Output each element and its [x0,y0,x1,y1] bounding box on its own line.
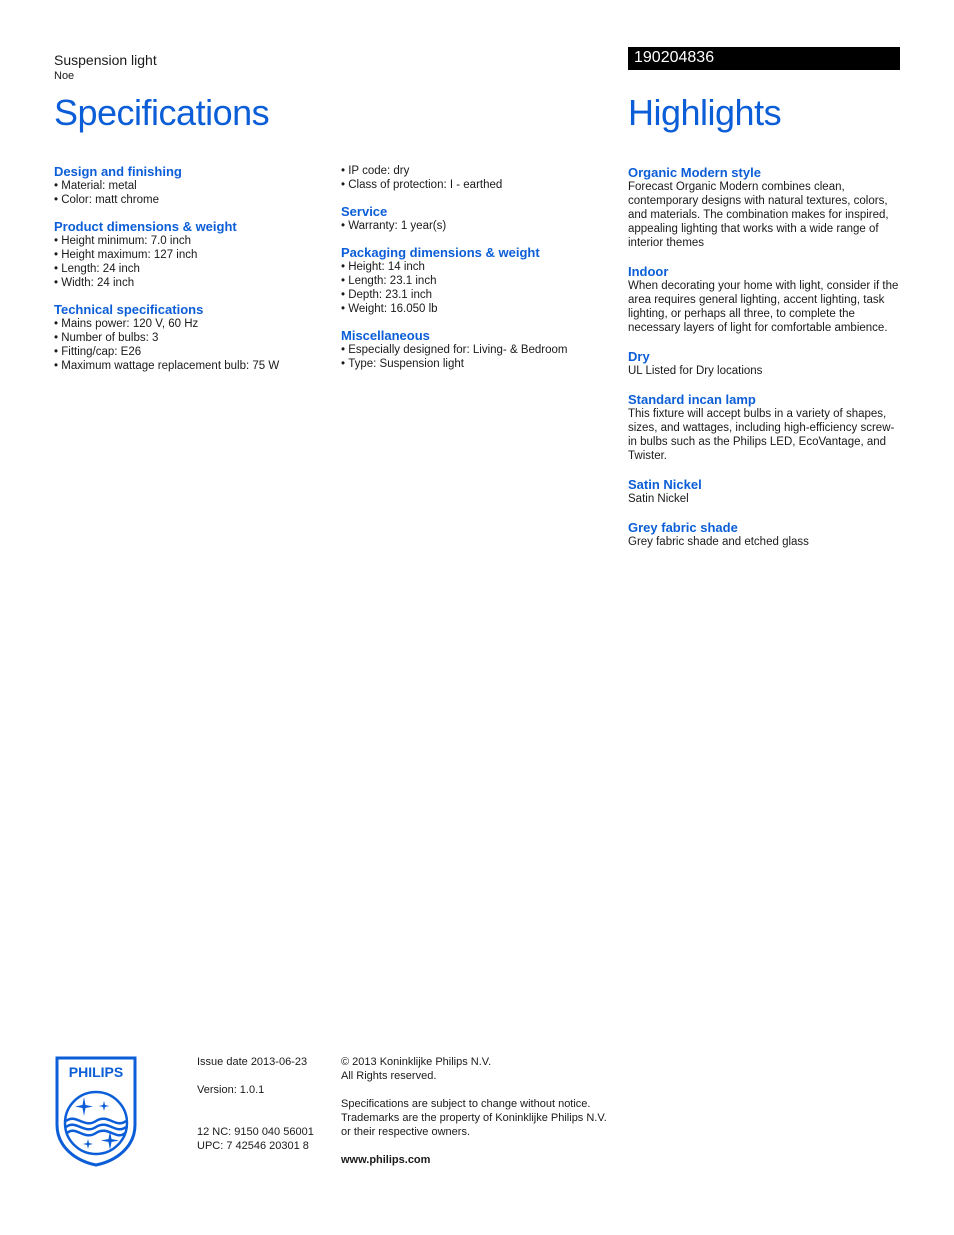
highlight-text: When decorating your home with light, consider if the area requires general lighting, accent lighting, task lighting, or perhaps all three, to complete the necessary layers of light for comfortable ambience. [628,280,899,334]
highlight-text: Forecast Organic Modern combines clean, contemporary designs with natural textures, colors, and materials. The combination makes for inspired, appealing lighting that works with a wide range of interior themes [628,181,889,249]
spec-item: • Height minimum: 7.0 inch [54,234,334,248]
spec-section-title: Technical specifications [54,302,204,317]
spec-section-continued [341,164,621,192]
spec-section-title: Miscellaneous [341,328,430,343]
spec-item: • Mains power: 120 V, 60 Hz [54,317,334,331]
highlight-text: Satin Nickel [628,493,689,505]
specs-column-1 [54,164,334,385]
highlight-title: Indoor [628,264,669,279]
highlight-text: UL Listed for Dry locations [628,365,763,377]
spec-item: • Depth: 23.1 inch [341,288,621,302]
philips-logo [54,1055,138,1167]
spec-item: • Length: 23.1 inch [341,274,621,288]
spec-section-product-dimensions [54,219,334,290]
spec-item: • Weight: 16.050 lb [341,302,621,316]
product-code-box: 190204836 [628,47,900,70]
notice-line-1: Specifications are subject to change without notice. [341,1098,591,1110]
product-type: Suspension light [54,52,157,68]
product-name: Noe [54,70,75,82]
highlight-text: Grey fabric shade and etched glass [628,536,809,548]
highlight-organic-modern [628,165,900,250]
philips-shield-icon [54,1055,138,1167]
spec-item: • Color: matt chrome [54,193,334,207]
spec-item: • Material: metal [54,179,334,193]
spec-section-service [341,204,621,233]
spec-section-miscellaneous [341,328,621,371]
notice-line-3: or their respective owners. [341,1126,470,1138]
spec-item: • Width: 24 inch [54,276,334,290]
spec-section-technical [54,302,334,373]
highlights-title: Highlights [628,92,782,133]
highlight-standard-incan [628,392,900,463]
spec-section-title: Service [341,204,388,219]
spec-item: • Type: Suspension light [341,357,621,371]
copyright: © 2013 Koninklijke Philips N.V. [341,1056,492,1068]
rights: All Rights reserved. [341,1070,437,1082]
website-link[interactable]: www.philips.com [341,1154,431,1166]
highlight-grey-fabric [628,520,900,549]
logo-wordmark: PHILIPS [68,1064,124,1080]
spec-item: • Class of protection: I - earthed [341,178,621,192]
spec-section-packaging [341,245,621,316]
highlight-text: This fixture will accept bulbs in a variety of shapes, sizes, and wattages, including high-efficiency screw-in bulbs such as the Philips LED, EcoVantage, and Twister. [628,408,895,462]
spec-item: • Height maximum: 127 inch [54,248,334,262]
highlight-title: Dry [628,349,650,364]
spec-item: • Fitting/cap: E26 [54,345,334,359]
spec-section-design [54,164,334,207]
spec-item: • IP code: dry [341,164,621,178]
specifications-title: Specifications [54,92,270,133]
highlights-column [628,165,900,563]
notice-line-2: Trademarks are the property of Koninklijke Philips N.V. [341,1112,607,1124]
spec-section-title: Design and finishing [54,164,182,179]
issue-date: Issue date 2013-06-23 [197,1056,308,1068]
spec-item: • Height: 14 inch [341,260,621,274]
version: Version: 1.0.1 [197,1084,265,1096]
spec-item: • Maximum wattage replacement bulb: 75 W [54,359,334,373]
spec-item: • Warranty: 1 year(s) [341,219,621,233]
spec-section-title: Product dimensions & weight [54,219,237,234]
highlight-title: Standard incan lamp [628,392,756,407]
specs-column-2 [341,164,621,383]
nc-number: 12 NC: 9150 040 56001 [197,1126,314,1138]
footer-meta [197,1055,337,1153]
highlight-satin-nickel [628,477,900,506]
highlight-title: Grey fabric shade [628,520,738,535]
footer-legal [341,1055,621,1167]
highlight-title: Satin Nickel [628,477,702,492]
spec-item: • Number of bulbs: 3 [54,331,334,345]
spec-section-title: Packaging dimensions & weight [341,245,540,260]
highlight-title: Organic Modern style [628,165,761,180]
spec-item: • Especially designed for: Living- & Bedroom [341,343,621,357]
highlight-indoor [628,264,900,335]
upc-number: UPC: 7 42546 20301 8 [197,1140,309,1152]
spec-item: • Length: 24 inch [54,262,334,276]
highlight-dry [628,349,900,378]
